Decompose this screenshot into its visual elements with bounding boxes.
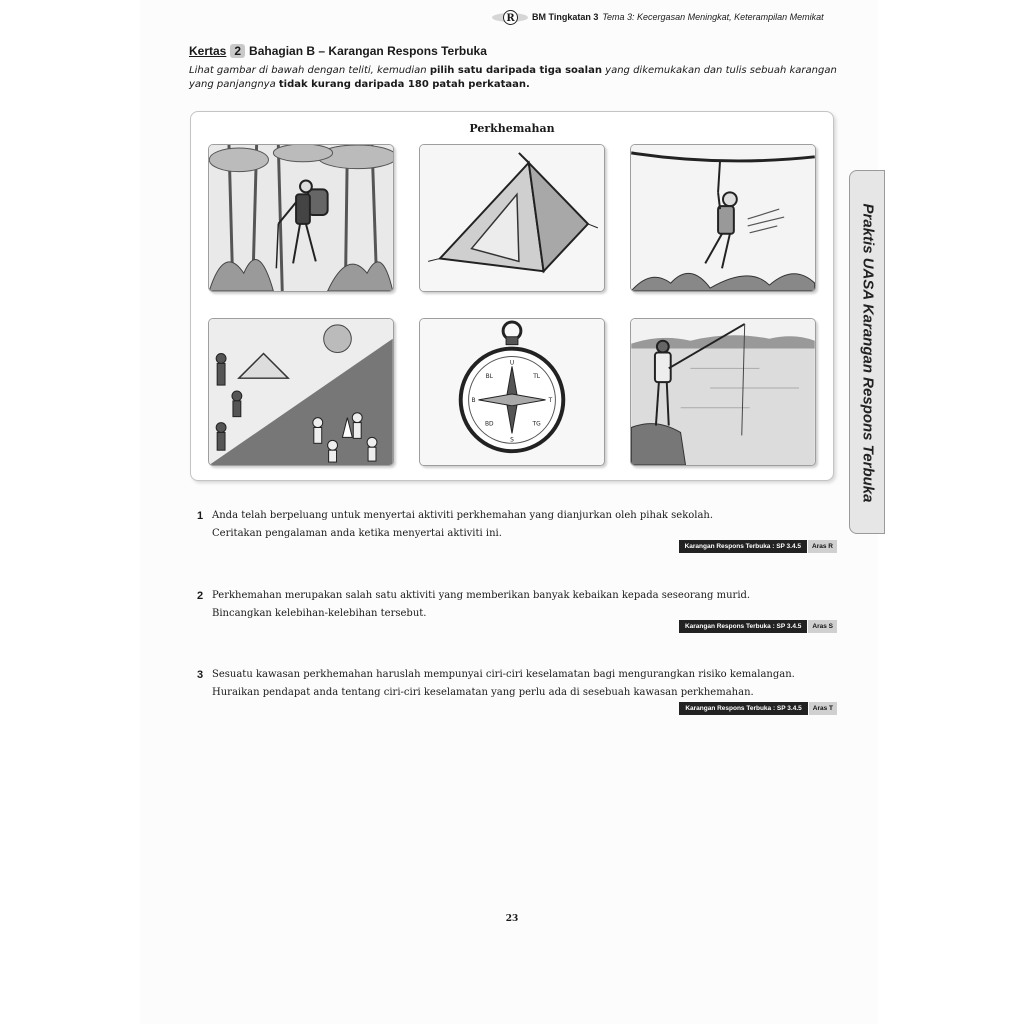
question-text-line: Ceritakan pengalaman anda ketika menyertai aktiviti ini.: [212, 528, 502, 539]
svg-text:S: S: [510, 437, 514, 444]
picture-frame: [190, 111, 834, 481]
svg-text:B: B: [471, 397, 476, 404]
compass-illustration: [419, 318, 605, 466]
svg-text:TG: TG: [532, 421, 541, 428]
question-text-line: Anda telah berpeluang untuk menyertai aktiviti perkhemahan yang dianjurkan oleh pihak sekolah.: [212, 510, 714, 521]
figure-title: Perkhemahan: [469, 122, 555, 135]
tent-illustration: [419, 144, 605, 292]
question-item: [197, 507, 837, 550]
question-text-line: Sesuatu kawasan perkhemahan haruslah mempunyai ciri-ciri keselamatan bagi mengurangkan risiko kemalangan.: [212, 669, 795, 680]
skill-tag: Karangan Respons Terbuka : SP 3.4.5 Aras S: [679, 620, 837, 633]
paper-label: Kertas: [189, 44, 227, 58]
svg-text:U: U: [509, 360, 515, 367]
publisher-logo: [492, 10, 528, 25]
section-title: [189, 44, 487, 58]
instruction-text: Lihat gambar di bawah dengan teliti, kemudian pilih satu daripada tiga soalan yang dikemukakan dan tulis sebuah karangan yang panjangnya tidak kurang daripada 180 patah perkataan.: [189, 65, 837, 90]
campsite-campfire-illustration: [208, 318, 394, 466]
hiking-forest-illustration: [208, 144, 394, 292]
svg-text:TL: TL: [533, 374, 541, 381]
skill-tag: Karangan Respons Terbuka : SP 3.4.5 Aras R: [679, 540, 837, 553]
book-title: BM Tingkatan 3: [532, 12, 599, 22]
svg-text:BD: BD: [485, 421, 494, 428]
svg-text:BL: BL: [485, 374, 493, 381]
fishing-illustration: [630, 318, 816, 466]
section-heading: Bahagian B – Karangan Respons Terbuka: [249, 44, 487, 58]
skill-tag: Karangan Respons Terbuka : SP 3.4.5 Aras T: [679, 702, 837, 715]
question-item: [197, 587, 837, 630]
question-item: [197, 666, 837, 712]
chapter-tab-label: Praktis UASA Karangan Respons Terbuka: [859, 203, 877, 503]
running-header: [492, 9, 824, 25]
chapter-tab: [849, 170, 885, 534]
question-number: 1: [197, 510, 204, 522]
question-text-line: Bincangkan kelebihan-kelebihan tersebut.: [212, 608, 427, 619]
question-text-line: Huraikan pendapat anda tentang ciri-ciri keselamatan yang perlu ada di sesebuah kawasan perkhemahan.: [212, 687, 754, 698]
question-number: 3: [197, 669, 204, 681]
flying-fox-illustration: [630, 144, 816, 292]
question-text-line: Perkhemahan merupakan salah satu aktiviti yang memberikan banyak kebaikan kepada seseorang murid.: [212, 590, 751, 601]
question-number: 2: [197, 590, 204, 602]
logo-letter: R: [503, 10, 518, 25]
theme-title: Tema 3: Kecergasan Meningkat, Keterampilan Memikat: [602, 12, 824, 22]
svg-text:T: T: [548, 397, 553, 404]
page-number: 23: [505, 914, 519, 924]
paper-number: 2: [230, 44, 245, 58]
